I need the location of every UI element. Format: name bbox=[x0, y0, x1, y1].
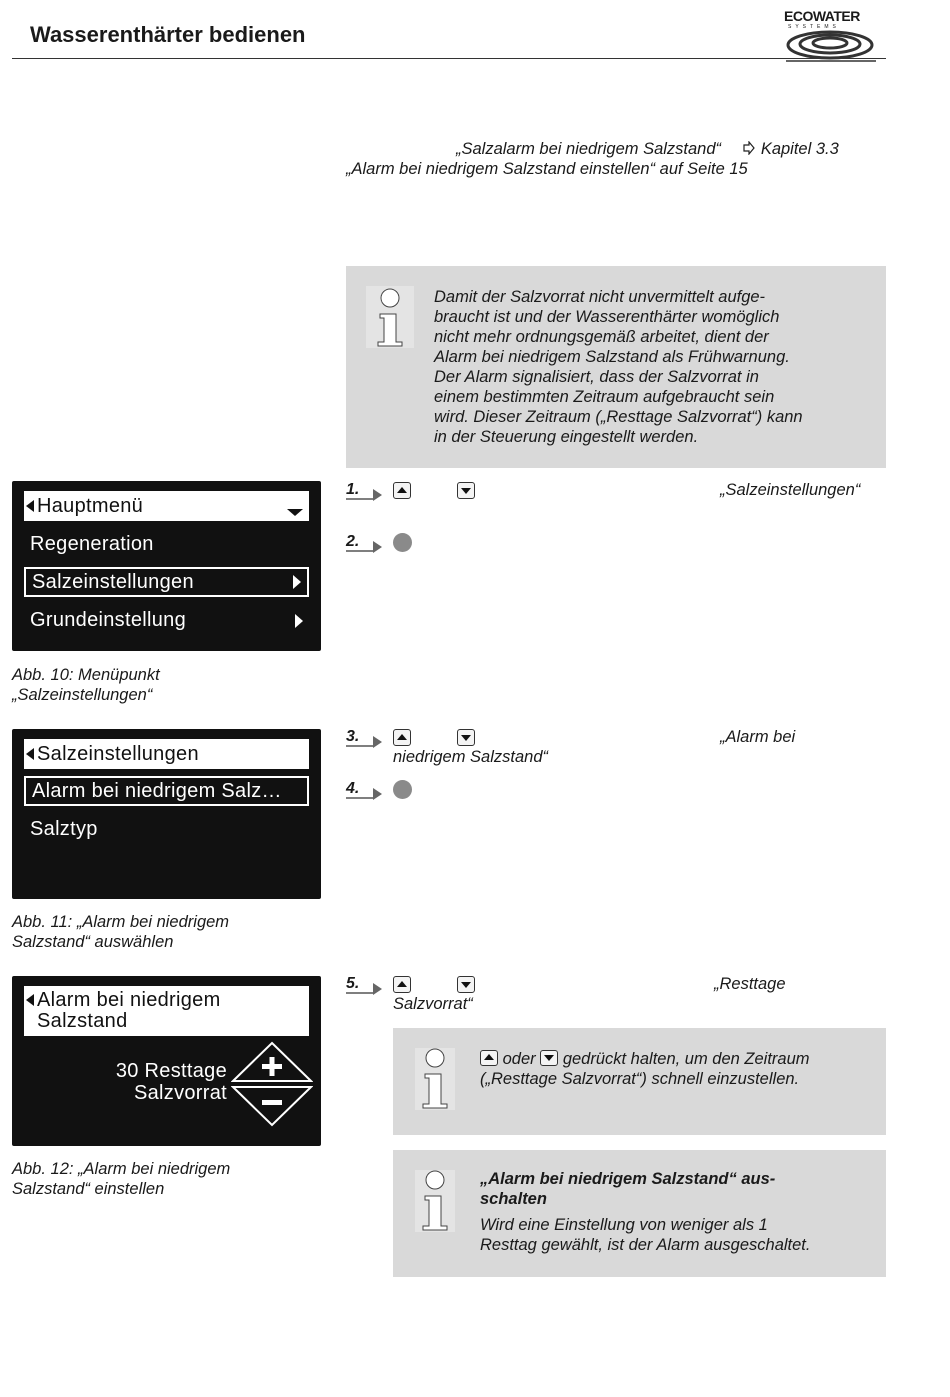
chevron-right-icon bbox=[295, 614, 303, 628]
info-line: („Resttage Salzvorrat“) schnell einzustellen. bbox=[480, 1070, 800, 1088]
scroll-down-icon bbox=[287, 509, 303, 516]
step-text: „Resttage bbox=[714, 975, 786, 993]
info-line: Der Alarm signalisiert, dass der Salzvorrat in bbox=[434, 368, 759, 386]
info-line: Wird eine Einstellung von weniger als 1 bbox=[480, 1216, 768, 1234]
info-icon bbox=[413, 1046, 457, 1112]
intro-line2[interactable]: „Alarm bei niedrigem Salzstand einstellen“ auf Seite 15 bbox=[346, 160, 748, 178]
step-number: 1. bbox=[346, 481, 360, 498]
info-box-hold-keys bbox=[393, 1028, 886, 1135]
menu-item-regeneration[interactable]: Regeneration bbox=[30, 533, 154, 555]
menu-item-low-salt-alarm[interactable]: Alarm bei niedrigem Salz… bbox=[24, 776, 309, 806]
down-key-icon bbox=[457, 729, 475, 746]
hand-pointer-icon bbox=[742, 141, 756, 155]
step-arrow-icon bbox=[346, 487, 384, 501]
info-title-line: schalten bbox=[480, 1190, 547, 1208]
ecowater-logo bbox=[782, 8, 877, 60]
caption-line: Abb. 11: „Alarm bei niedrigem bbox=[12, 913, 230, 931]
intro-line1 bbox=[456, 139, 839, 159]
ok-key-icon bbox=[393, 533, 412, 552]
menu-item-grundeinstellung[interactable] bbox=[24, 605, 309, 635]
caption-line: Abb. 10: Menüpunkt bbox=[12, 666, 160, 684]
caption-line: „Salzeinstellungen“ bbox=[12, 686, 153, 704]
step-number: 2. bbox=[346, 533, 360, 550]
info-line: braucht ist und der Wasserenthärter womöglich bbox=[434, 308, 780, 326]
or-text: oder bbox=[502, 1050, 536, 1068]
info-text-rest: gedrückt halten, um den Zeitraum bbox=[562, 1050, 810, 1068]
caption-line: Salzstand“ einstellen bbox=[12, 1180, 165, 1198]
menu-header bbox=[24, 986, 309, 1036]
step-arrow-icon bbox=[346, 539, 384, 553]
plus-minus-diamond-icon[interactable] bbox=[231, 1041, 313, 1127]
back-arrow-icon bbox=[26, 994, 34, 1006]
intro-quote: „Salzalarm bei niedrigem Salzstand“ bbox=[456, 140, 722, 158]
ok-key-icon bbox=[393, 780, 412, 799]
value-text: Salzvorrat bbox=[133, 1082, 227, 1104]
header-rule bbox=[12, 58, 886, 59]
info-line: Damit der Salzvorrat nicht unvermittelt aufge- bbox=[434, 288, 766, 306]
menu-header-label: Hauptmenü bbox=[37, 495, 144, 517]
menu-header bbox=[24, 739, 309, 769]
step-number: 5. bbox=[346, 975, 360, 992]
info-line: wird. Dieser Zeitraum („Resttage Salzvorrat“) kann bbox=[434, 408, 803, 426]
info-line bbox=[480, 1049, 880, 1069]
caption-line: Salzstand“ auswählen bbox=[12, 933, 174, 951]
info-box-disable-alarm bbox=[393, 1150, 886, 1277]
menu-item-label: Salzeinstellungen bbox=[32, 571, 194, 593]
info-icon bbox=[364, 284, 416, 350]
step-text: „Alarm bei bbox=[720, 728, 796, 746]
page-title: Wasserenthärter bedienen bbox=[30, 22, 306, 47]
menu-item-salztyp[interactable]: Salztyp bbox=[30, 818, 98, 840]
down-key-icon bbox=[457, 482, 475, 499]
menu-header bbox=[24, 491, 309, 521]
menu-item-label: Grundeinstellung bbox=[30, 609, 187, 631]
step-arrow-icon bbox=[346, 786, 384, 800]
info-line: Resttag gewählt, ist der Alarm ausgeschaltet. bbox=[480, 1236, 811, 1254]
step-text-continued: Salzvorrat“ bbox=[393, 995, 473, 1013]
menu-header-label: Alarm bei niedrigem bbox=[37, 989, 221, 1011]
up-key-icon bbox=[480, 1050, 498, 1066]
up-key-icon bbox=[393, 729, 411, 746]
logo-subtext: SYSTEMS bbox=[788, 24, 840, 30]
logo-swirl-icon bbox=[786, 28, 876, 62]
down-key-icon bbox=[540, 1050, 558, 1066]
back-arrow-icon bbox=[26, 500, 34, 512]
menu-header-label: Salzstand bbox=[37, 1010, 128, 1032]
info-box-early-warning bbox=[346, 266, 886, 468]
value-text: 30 Resttage bbox=[115, 1060, 227, 1082]
up-key-icon bbox=[393, 976, 411, 993]
display-salt-settings bbox=[12, 729, 321, 899]
step-arrow-icon bbox=[346, 734, 384, 748]
info-text bbox=[480, 1215, 880, 1255]
info-line: Alarm bei niedrigem Salzstand als Frühwarnung. bbox=[434, 348, 790, 366]
figure-caption-10 bbox=[12, 665, 160, 705]
menu-item-salzeinstellungen[interactable] bbox=[24, 567, 309, 597]
up-key-icon bbox=[393, 482, 411, 499]
step-number: 3. bbox=[346, 728, 360, 745]
info-line: nicht mehr ordnungsgemäß arbeitet, dient der bbox=[434, 328, 769, 346]
info-line: in der Steuerung eingestellt werden. bbox=[434, 428, 699, 446]
info-text bbox=[434, 287, 874, 447]
chapter-reference[interactable]: Kapitel 3.3 bbox=[760, 140, 839, 158]
step-text-continued: niedrigem Salzstand“ bbox=[393, 748, 548, 766]
step-text: „Salzeinstellungen“ bbox=[720, 481, 861, 499]
figure-caption-12 bbox=[12, 1159, 230, 1199]
info-text bbox=[480, 1049, 880, 1089]
display-main-menu bbox=[12, 481, 321, 651]
back-arrow-icon bbox=[26, 748, 34, 760]
value-readout bbox=[116, 1060, 227, 1104]
menu-header-label: Salzeinstellungen bbox=[37, 743, 199, 765]
info-line: einem bestimmten Zeitraum aufgebraucht sein bbox=[434, 388, 775, 406]
figure-caption-11 bbox=[12, 912, 229, 952]
step-number: 4. bbox=[346, 780, 360, 797]
caption-line: Abb. 12: „Alarm bei niedrigem bbox=[12, 1160, 231, 1178]
info-title bbox=[480, 1169, 880, 1209]
display-low-salt-alarm bbox=[12, 976, 321, 1146]
logo-text: ECOWATER bbox=[784, 8, 860, 24]
chevron-right-icon bbox=[293, 575, 301, 589]
info-title-line: „Alarm bei niedrigem Salzstand“ aus- bbox=[480, 1170, 776, 1188]
down-key-icon bbox=[457, 976, 475, 993]
info-icon bbox=[413, 1168, 457, 1234]
step-arrow-icon bbox=[346, 981, 384, 995]
